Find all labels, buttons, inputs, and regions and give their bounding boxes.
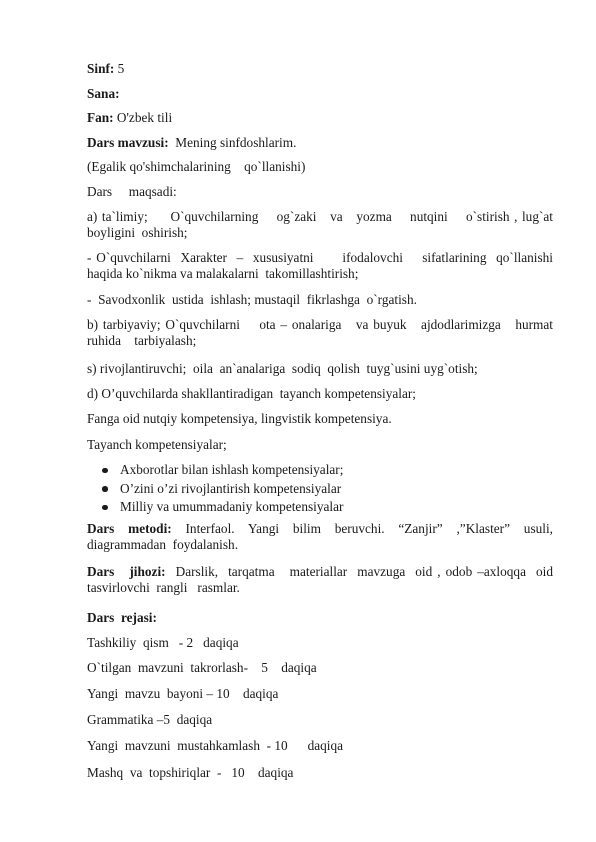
bullet-icon — [102, 505, 108, 511]
bullet-icon — [102, 486, 108, 492]
sinf-value: 5 — [114, 61, 125, 76]
reja-item: Yangi mavzuni mustahkamlash - 10 daqiqa — [87, 738, 344, 753]
xarakter-paragraph: - O`quvchilarni Xarakter – xususiyatni ifodalovchi sifatlarining qo`llanishi haqida ko`nikma va malakalarni takomillashtirish; — [87, 250, 557, 281]
bullet-icon — [102, 468, 108, 474]
tayanch-line: Tayanch kompetensiyalar; — [87, 437, 227, 452]
mavzu-value: Mening sinfdoshlarim. — [168, 135, 297, 150]
reja-item: Mashq va topshiriqlar - 10 daqiqa — [87, 765, 294, 780]
mavzu-line — [87, 135, 553, 151]
jihozi-label: Dars jihozi: — [87, 564, 166, 579]
rivojlantiruvchi-line: s) rivojlantiruvchi; oila an`analariga sodiq qolish tuyg`usini uyg`otish; — [87, 361, 478, 376]
sinf-line — [87, 61, 553, 77]
jihozi-value: Darslik, tarqatma materiallar mavzuga oid , odob –axloqqa oid tasvirlovchi rangli rasmlar. — [87, 564, 557, 595]
metodi-paragraph — [87, 521, 557, 553]
metodi-value: Interfaol. Yangi bilim beruvchi. “Zanjir” ,”Klaster” usuli, diagrammadan foydalanish. — [87, 521, 557, 552]
egalik-line: (Egalik qo'shimchalarining qo`llanishi) — [87, 159, 306, 174]
tarbiyaviy-paragraph: b) tarbiyaviy; O`quvchilarni ota – onalariga va buyuk ajdodlarimizga hurmat ruhida tarbiyalash; — [87, 317, 557, 348]
fanga-oid-line: Fanga oid nutqiy kompetensiya, lingvistik kompetensiya. — [87, 411, 392, 426]
savodxonlik-line: - Savodxonlik ustida ishlash; mustaqil fikrlashga o`rgatish. — [87, 292, 417, 307]
reja-item: Grammatika –5 daqiqa — [87, 712, 213, 727]
reja-item: Yangi mavzu bayoni – 10 daqiqa — [87, 686, 279, 701]
fan-value: O'zbek tili — [113, 110, 173, 125]
rejasi-label: Dars rejasi: — [87, 610, 157, 625]
reja-item: Tashkiliy qism - 2 daqiqa — [87, 635, 239, 650]
kompetensiya-list — [87, 462, 553, 518]
sana-label: Sana: — [87, 86, 120, 101]
jihozi-paragraph — [87, 564, 557, 596]
talimiy-paragraph: a) ta`limiy; O`quvchilarning og`zaki va yozma nutqini o`stirish , lug`at boyligini oshirish; — [87, 209, 557, 240]
list-item: Axborotlar bilan ishlash kompetensiyalar; — [87, 462, 553, 481]
kompetensiya-line: d) O’quvchilarda shakllantiradigan tayanch kompetensiyalar; — [87, 386, 416, 401]
metodi-label: Dars metodi: — [87, 521, 172, 536]
mavzu-label: Dars mavzusi: — [87, 135, 169, 150]
reja-item: O`tilgan mavzuni takrorlash- 5 daqiqa — [87, 660, 317, 675]
maqsad-line: Dars maqsadi: — [87, 184, 177, 199]
list-item: O’zini o’zi rivojlantirish kompetensiyalar — [87, 481, 553, 500]
fan-line — [87, 110, 553, 126]
sinf-label: Sinf: — [87, 61, 115, 76]
list-item: Milliy va umummadaniy kompetensiyalar — [87, 499, 553, 518]
fan-label: Fan: — [87, 110, 114, 125]
